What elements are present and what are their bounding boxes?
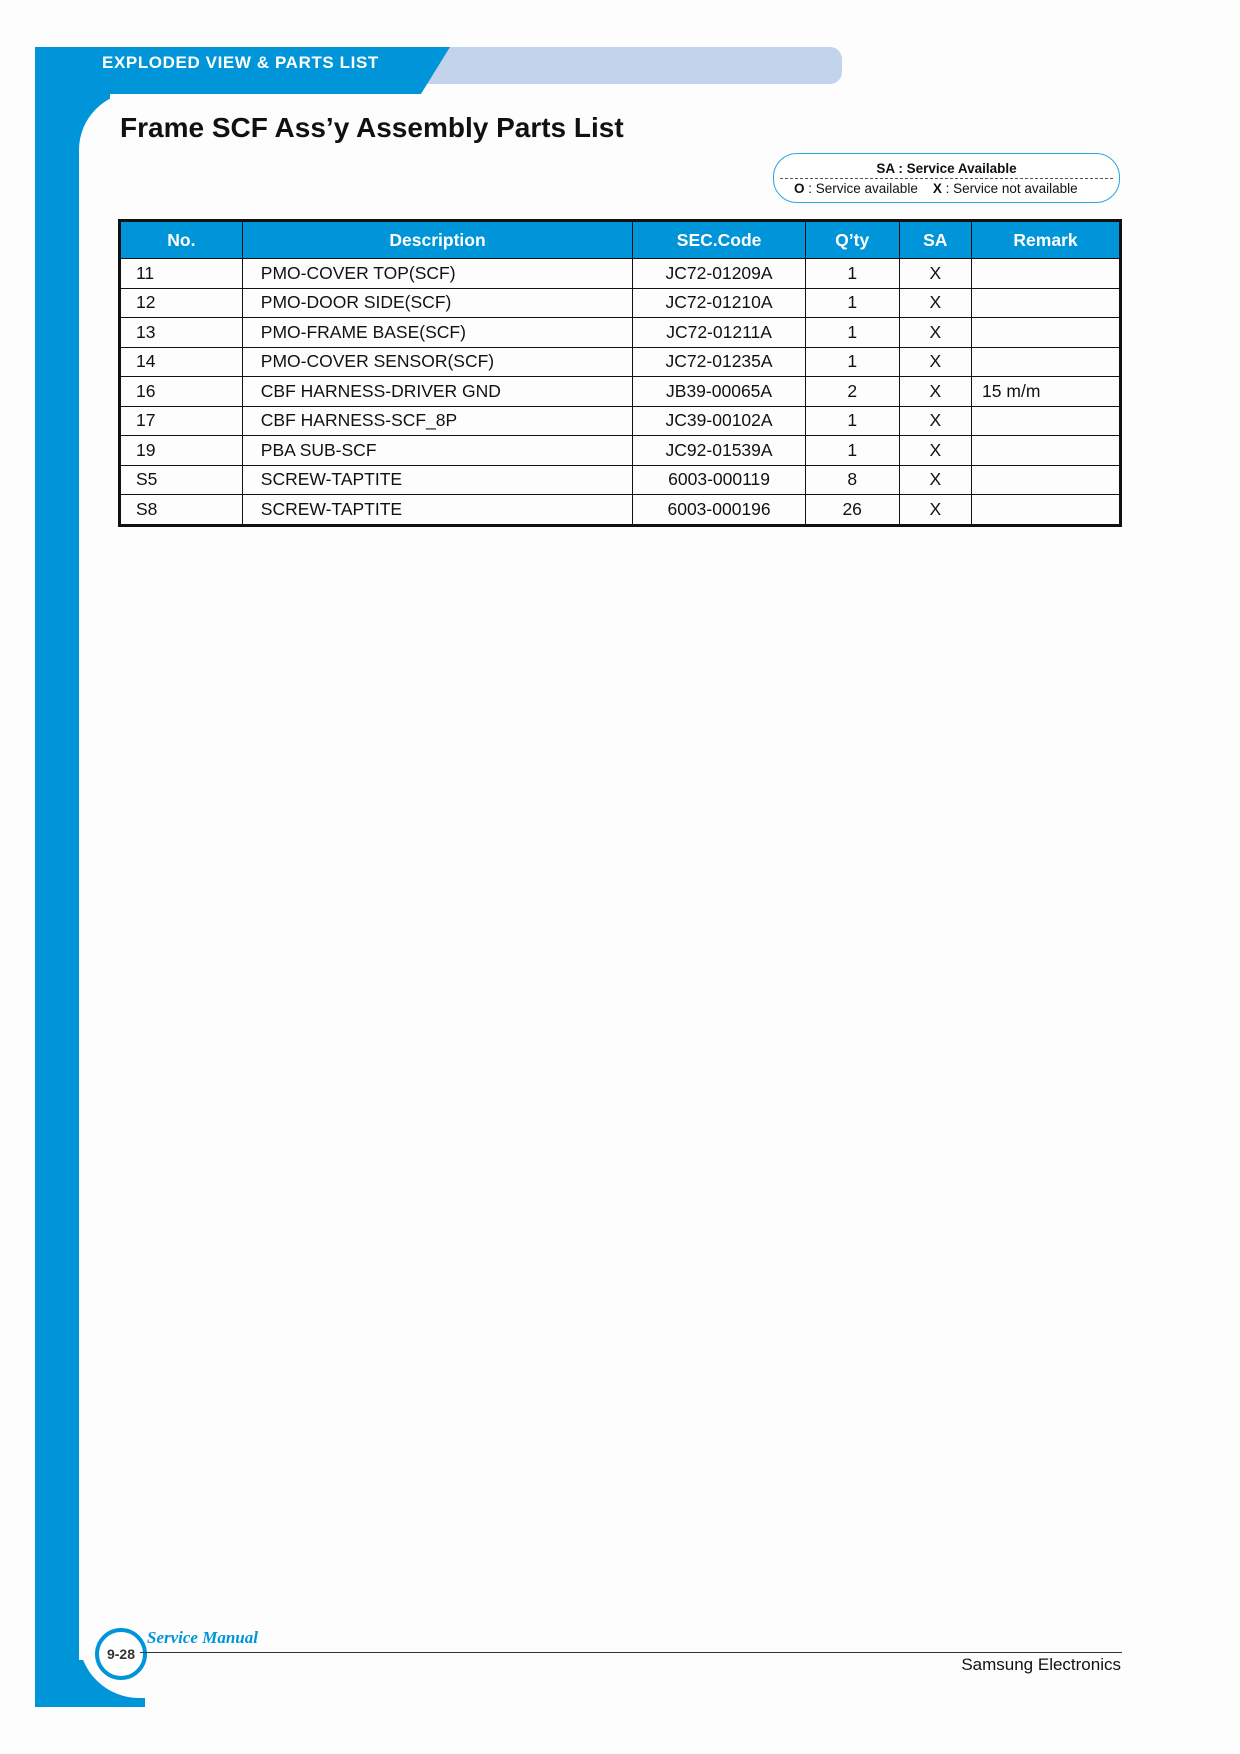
parts-table bbox=[118, 219, 1122, 527]
legend-keys bbox=[794, 181, 1078, 196]
cell-sec-code: JC72-01235A bbox=[633, 347, 806, 377]
table-row bbox=[120, 377, 1121, 407]
table-row bbox=[120, 347, 1121, 377]
cell-remark bbox=[972, 406, 1121, 436]
cell-sa: X bbox=[899, 406, 972, 436]
cell-remark bbox=[972, 259, 1121, 289]
table-row bbox=[120, 259, 1121, 289]
cell-description: SCREW-TAPTITE bbox=[242, 495, 633, 526]
cell-sec-code: JC72-01210A bbox=[633, 288, 806, 318]
cell-description: PMO-COVER SENSOR(SCF) bbox=[242, 347, 633, 377]
legend-o-key: O bbox=[794, 181, 805, 196]
cell-sa: X bbox=[899, 288, 972, 318]
cell-sec-code: 6003-000196 bbox=[633, 495, 806, 526]
cell-qty: 1 bbox=[805, 406, 899, 436]
cell-qty: 1 bbox=[805, 347, 899, 377]
legend-divider bbox=[780, 178, 1113, 179]
column-header-sa: SA bbox=[899, 221, 972, 259]
footer-divider bbox=[140, 1652, 1122, 1653]
cell-no: 14 bbox=[120, 347, 243, 377]
cell-sec-code: JC92-01539A bbox=[633, 436, 806, 466]
cell-description: CBF HARNESS-SCF_8P bbox=[242, 406, 633, 436]
cell-sec-code: 6003-000119 bbox=[633, 465, 806, 495]
column-header-remark: Remark bbox=[972, 221, 1121, 259]
cell-qty: 2 bbox=[805, 377, 899, 407]
cell-sa: X bbox=[899, 377, 972, 407]
cell-remark bbox=[972, 465, 1121, 495]
cell-sa: X bbox=[899, 318, 972, 348]
cell-sa: X bbox=[899, 495, 972, 526]
cell-sa: X bbox=[899, 436, 972, 466]
table-row bbox=[120, 406, 1121, 436]
cell-remark bbox=[972, 347, 1121, 377]
cell-no: 16 bbox=[120, 377, 243, 407]
column-header-qty: Q’ty bbox=[805, 221, 899, 259]
cell-qty: 1 bbox=[805, 259, 899, 289]
column-header-description: Description bbox=[242, 221, 633, 259]
cell-sec-code: JC72-01211A bbox=[633, 318, 806, 348]
cell-no: 12 bbox=[120, 288, 243, 318]
table-row bbox=[120, 465, 1121, 495]
table-row bbox=[120, 436, 1121, 466]
page-title: Frame SCF Ass’y Assembly Parts List bbox=[120, 112, 624, 143]
column-header-sec-code: SEC.Code bbox=[633, 221, 806, 259]
cell-qty: 8 bbox=[805, 465, 899, 495]
frame-top-corner-cutout bbox=[79, 92, 199, 202]
cell-sa: X bbox=[899, 347, 972, 377]
cell-qty: 1 bbox=[805, 436, 899, 466]
cell-description: SCREW-TAPTITE bbox=[242, 465, 633, 495]
cell-description: PMO-FRAME BASE(SCF) bbox=[242, 318, 633, 348]
cell-no: 11 bbox=[120, 259, 243, 289]
legend-o-text: : Service available bbox=[804, 181, 918, 196]
header-banner-light bbox=[400, 47, 842, 84]
cell-remark bbox=[972, 318, 1121, 348]
legend-x-text: : Service not available bbox=[941, 181, 1078, 196]
cell-no: S5 bbox=[120, 465, 243, 495]
cell-description: PBA SUB-SCF bbox=[242, 436, 633, 466]
cell-qty: 1 bbox=[805, 288, 899, 318]
table-header-row bbox=[120, 221, 1121, 259]
column-header-no: No. bbox=[120, 221, 243, 259]
footer-brand: Service Manual bbox=[147, 1628, 258, 1647]
cell-remark: 15 m/m bbox=[972, 377, 1121, 407]
legend-title: SA : Service Available bbox=[876, 161, 1017, 176]
table-row bbox=[120, 318, 1121, 348]
cell-no: S8 bbox=[120, 495, 243, 526]
section-label: EXPLODED VIEW & PARTS LIST bbox=[102, 53, 379, 72]
cell-sec-code: JC72-01209A bbox=[633, 259, 806, 289]
left-frame-bar bbox=[35, 47, 79, 1707]
cell-remark bbox=[972, 495, 1121, 526]
sa-legend bbox=[773, 153, 1120, 203]
cell-qty: 26 bbox=[805, 495, 899, 526]
cell-sa: X bbox=[899, 465, 972, 495]
table-row bbox=[120, 495, 1121, 526]
cell-remark bbox=[972, 288, 1121, 318]
table-row bbox=[120, 288, 1121, 318]
cell-no: 17 bbox=[120, 406, 243, 436]
cell-sa: X bbox=[899, 259, 972, 289]
cell-no: 13 bbox=[120, 318, 243, 348]
page-number-badge: 9-28 bbox=[95, 1628, 147, 1680]
cell-description: CBF HARNESS-DRIVER GND bbox=[242, 377, 633, 407]
cell-no: 19 bbox=[120, 436, 243, 466]
cell-sec-code: JB39-00065A bbox=[633, 377, 806, 407]
cell-description: PMO-DOOR SIDE(SCF) bbox=[242, 288, 633, 318]
cell-remark bbox=[972, 436, 1121, 466]
cell-description: PMO-COVER TOP(SCF) bbox=[242, 259, 633, 289]
footer-company: Samsung Electronics bbox=[961, 1655, 1121, 1674]
cell-sec-code: JC39-00102A bbox=[633, 406, 806, 436]
legend-x-key: X bbox=[932, 181, 942, 196]
cell-qty: 1 bbox=[805, 318, 899, 348]
